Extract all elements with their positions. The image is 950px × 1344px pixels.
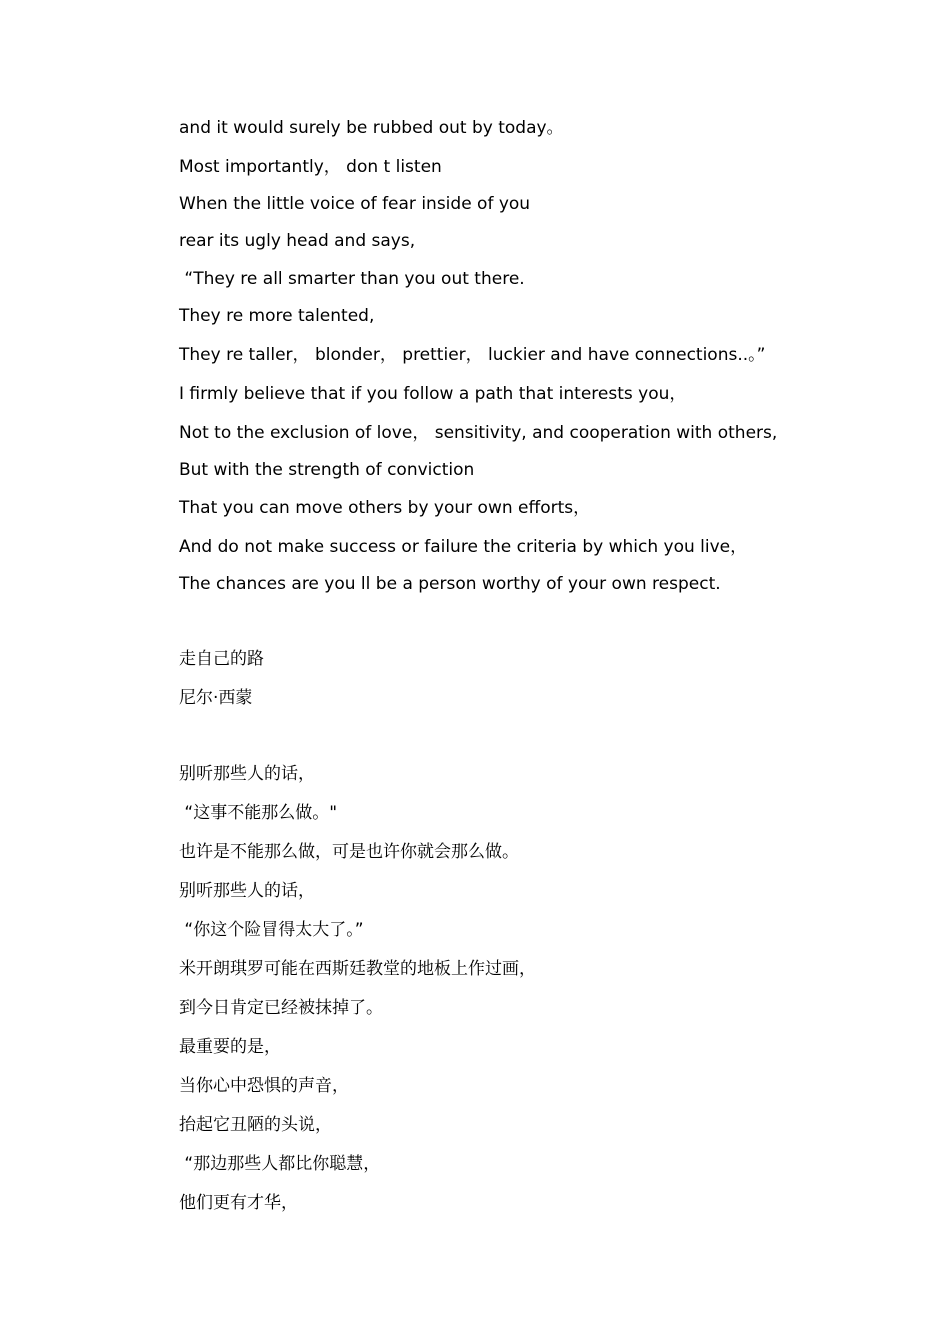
text-line: 到今日肯定已经被抹掉了。 (179, 998, 383, 1018)
text-line: “你这个险冒得太大了。” (179, 920, 364, 940)
text-line: Not to the exclusion of love， sensitivity, and cooperation with others, (179, 423, 778, 443)
poem-title: 走自己的路 (179, 649, 264, 669)
text-line: 他们更有才华， (179, 1193, 298, 1213)
text-line: I firmly believe that if you follow a path that interests you， (179, 384, 687, 404)
text-line: They re taller， blonder， prettier， luckier and have connections..。” (179, 345, 766, 365)
text-line: When the little voice of fear inside of you (179, 194, 531, 214)
text-line: Most importantly， don t listen (179, 157, 442, 177)
text-line: “这事不能那么做。" (179, 803, 338, 823)
text-line: But with the strength of conviction (179, 460, 475, 480)
text-line: 抬起它丑陋的头说， (179, 1115, 332, 1135)
text-line: That you can move others by your own efforts， (179, 498, 591, 518)
poem-author: 尼尔·西蒙 (179, 688, 253, 708)
text-line: 别听那些人的话， (179, 881, 315, 901)
text-line: 别听那些人的话， (179, 764, 315, 784)
text-line: 当你心中恐惧的声音， (179, 1076, 349, 1096)
text-line: The chances are you ll be a person worthy of your own respect. (179, 574, 721, 594)
text-line: 最重要的是， (179, 1037, 281, 1057)
text-line: 也许是不能那么做，可是也许你就会那么做。 (179, 842, 519, 862)
text-line: “那边那些人都比你聪慧， (179, 1154, 381, 1174)
text-line: 米开朗琪罗可能在西斯廷教堂的地板上作过画， (179, 959, 536, 979)
text-line: And do not make success or failure the criteria by which you live， (179, 537, 748, 557)
text-line: “They re all smarter than you out there. (179, 269, 525, 289)
text-line: They re more talented, (179, 306, 375, 326)
text-line: rear its ugly head and says, (179, 231, 416, 251)
text-line: and it would surely be rubbed out by today。 (179, 118, 564, 138)
